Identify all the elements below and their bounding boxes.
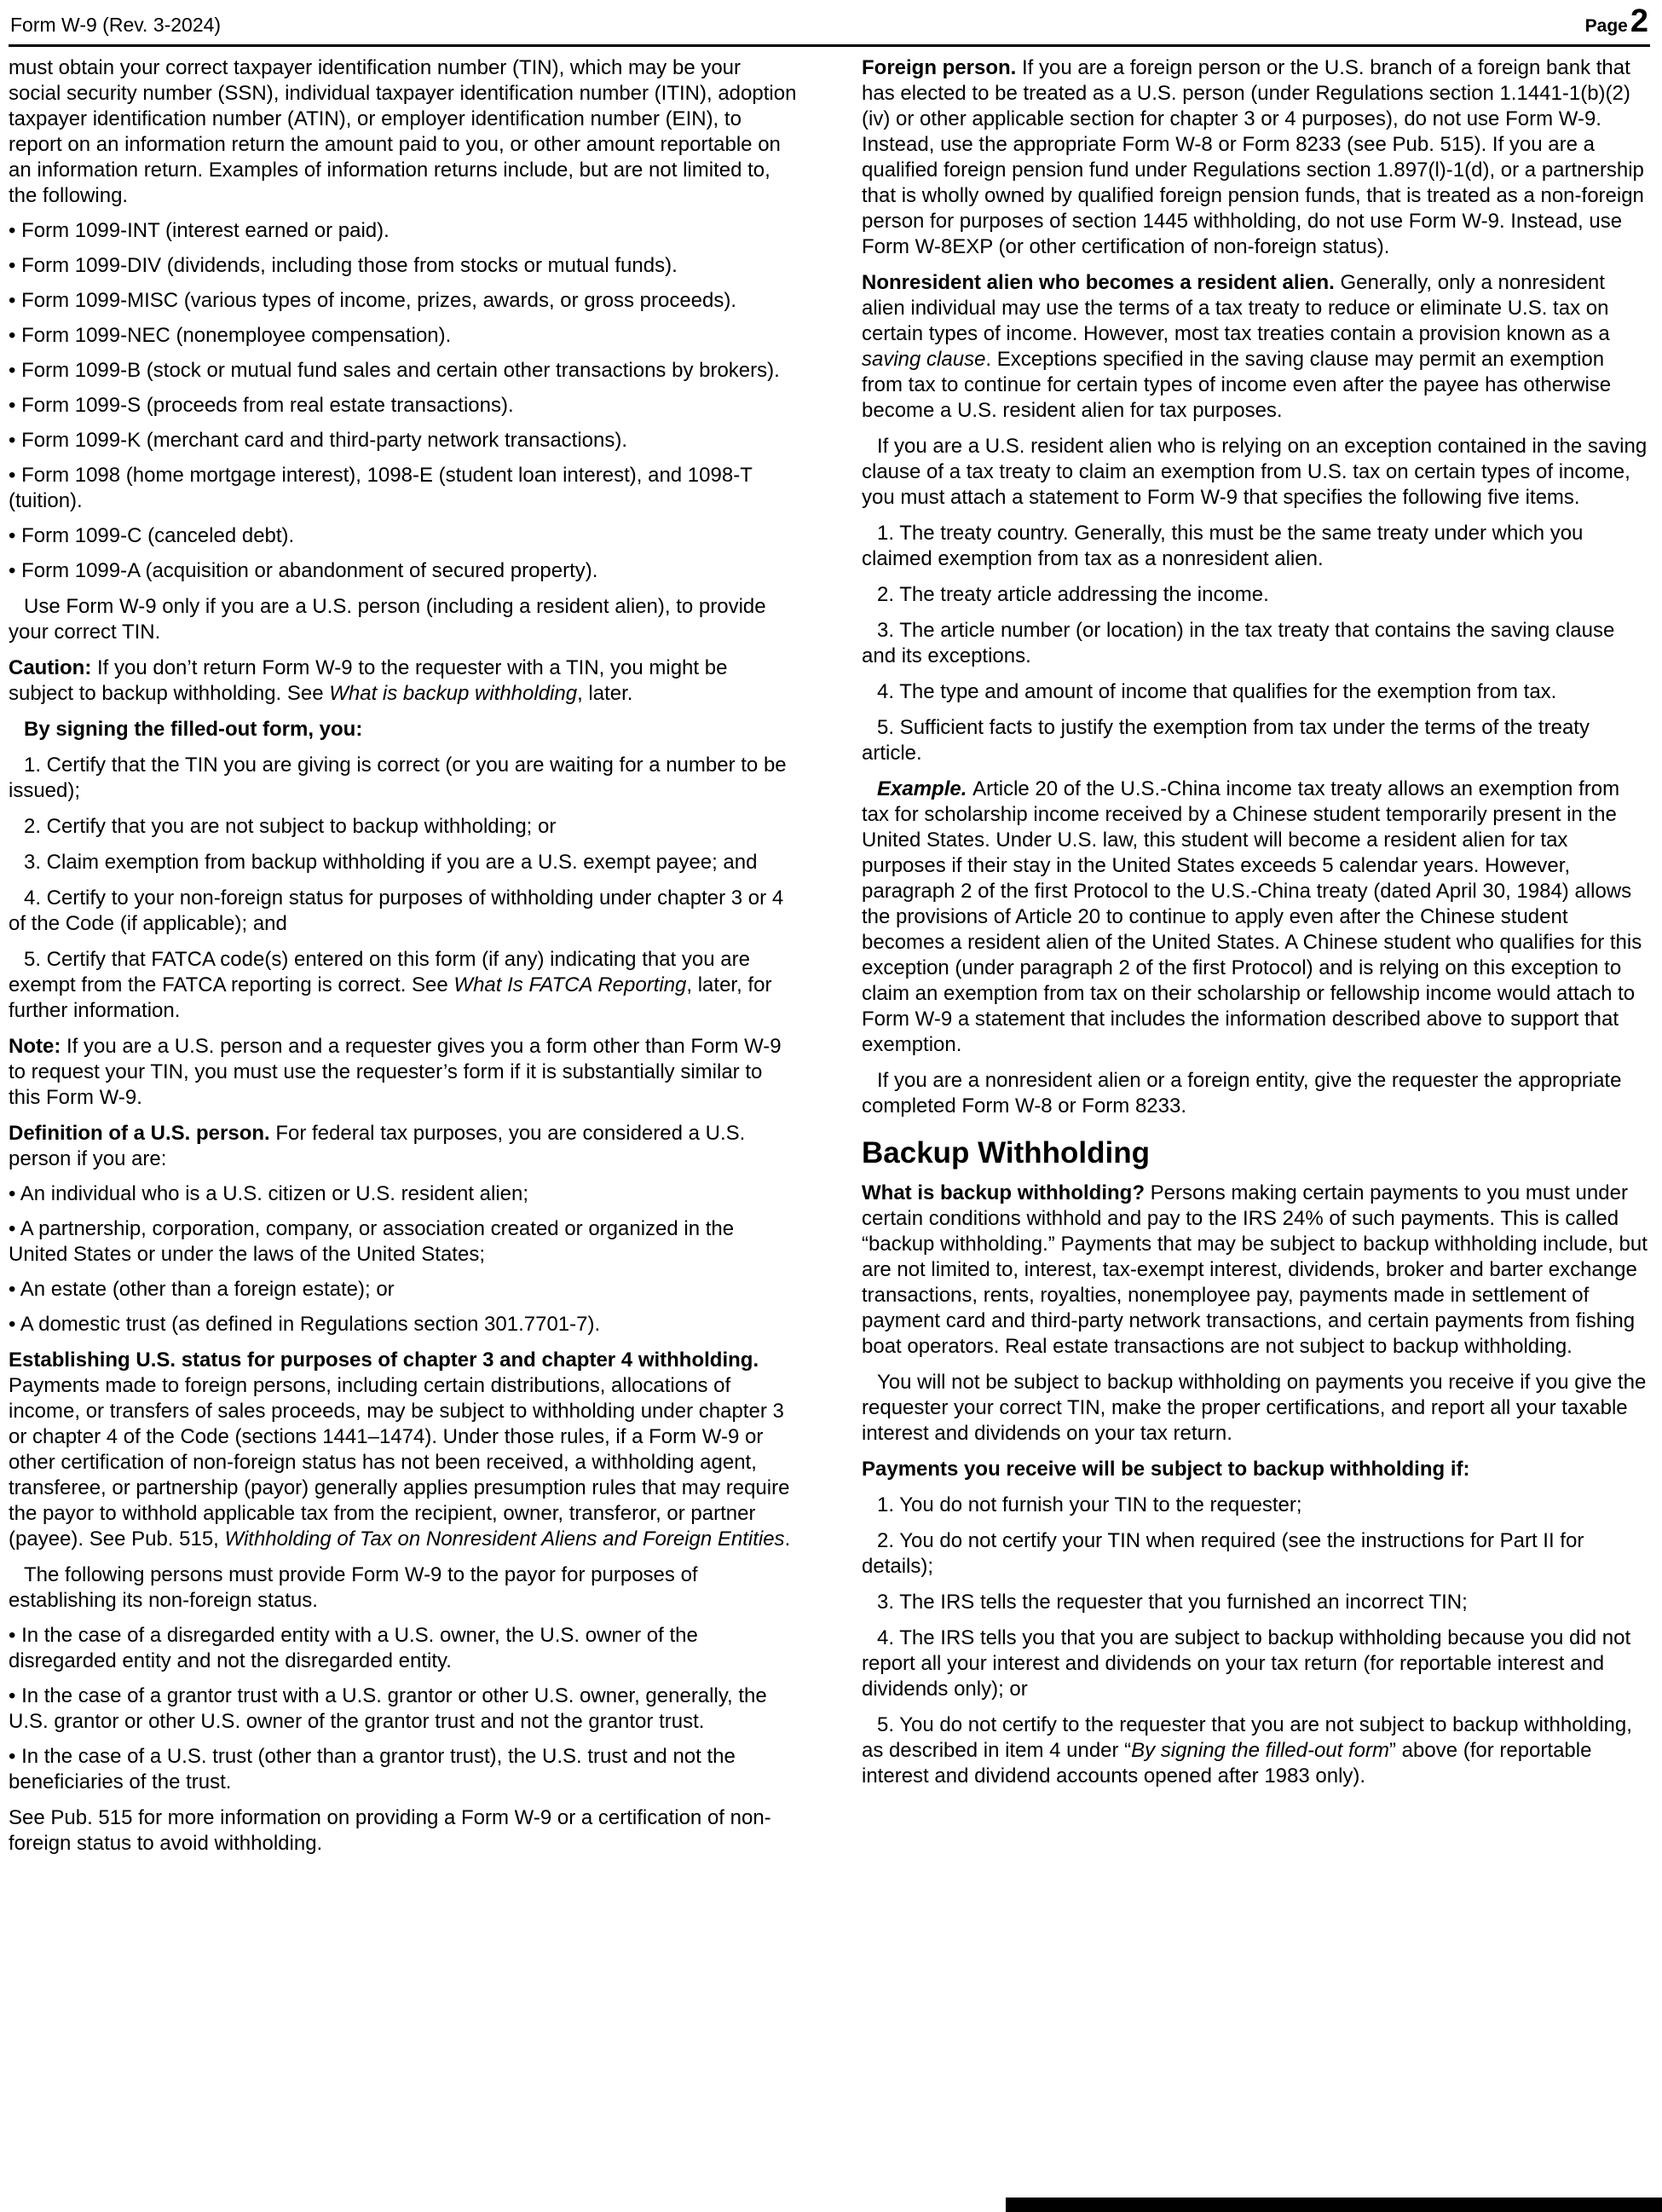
text-run: 3. The article number (or location) in the tax treaty that contains the saving clause and its exceptions.: [862, 619, 1615, 667]
text-run: ” above (for reportable interest and dividend accounts opened after 1983 only).: [862, 1739, 1592, 1788]
text-run: If you don’t return Form W-9 to the requester with a TIN, you might be subject to backup withholding. See: [9, 656, 728, 705]
text-run: Generally, only a nonresident alien individual may use the terms of a tax treaty to reduce or eliminate U.S. tax on certain types of income. However, most tax treaties contain a provision known as a: [862, 271, 1610, 345]
text-run: 4. The IRS tells you that you are subject to backup withholding because you did not report all your interest and dividends on your tax return (for reportable interest and dividends only); or: [862, 1626, 1631, 1701]
text-run: Persons making certain payments to you must under certain conditions withhold and pay to the IRS 24% of such payments. This is called “backup withholding.” Payments that may be subject to backup withholding include, but are not limited to, interest, tax-exempt interest, dividends, broker and barter exchange transactions, rents, royalties, nonemployee pay, payments made in settlement of payment card and third-party network transactions, and certain payments from fishing boat operators. Real estate transactions are not subject to backup withholding.: [862, 1181, 1648, 1358]
bullet-item: [9, 463, 797, 514]
text-run: 2. You do not certify your TIN when required (see the instructions for Part II for details);: [862, 1529, 1584, 1578]
left-column: [9, 55, 797, 1857]
paragraph: [862, 777, 1650, 1058]
bullet-item: [9, 523, 797, 549]
text-run: • Form 1099-DIV (dividends, including those from stocks or mutual funds).: [9, 254, 678, 277]
text-run: What Is FATCA Reporting: [453, 973, 687, 996]
text-run: • In the case of a grantor trust with a U.S. grantor or other U.S. owner, generally, the U.S. grantor or other U.S. owner of the grantor trust and not the grantor trust.: [9, 1684, 767, 1733]
bullet-item: [9, 558, 797, 584]
text-run: 5. Certify that FATCA code(s) entered on this form (if any) indicating that you are exempt from the FATCA reporting is correct. See: [9, 948, 750, 996]
paragraph: [862, 1370, 1650, 1447]
paragraph: [9, 1121, 797, 1172]
numbered-item: [9, 753, 797, 804]
paragraph: [9, 656, 797, 707]
text-run: What is backup withholding?: [862, 1181, 1151, 1204]
paragraph: [9, 717, 797, 742]
text-run: saving clause: [862, 348, 986, 371]
text-run: See Pub. 515 for more information on providing a Form W-9 or a certification of non-foreign status to avoid withholding.: [9, 1806, 771, 1855]
text-run: • Form 1098 (home mortgage interest), 1098-E (student loan interest), and 1098-T (tuition).: [9, 464, 753, 512]
bullet-item: [9, 428, 797, 453]
numbered-item: [862, 618, 1650, 669]
form-revision-label: Form W-9 (Rev. 3-2024): [10, 14, 222, 36]
paragraph: [9, 1348, 797, 1552]
bullet-item: [9, 1277, 797, 1302]
text-run: • Form 1099-K (merchant card and third-party network transactions).: [9, 429, 628, 452]
paragraph: [862, 1068, 1650, 1119]
numbered-item: [9, 947, 797, 1024]
text-run: • Form 1099-INT (interest earned or paid).: [9, 219, 390, 242]
numbered-item: [862, 1626, 1650, 1702]
text-run: must obtain your correct taxpayer identification number (TIN), which may be your social security number (SSN), individual taxpayer identification number (ITIN), adoption taxpayer identification number (ATIN), or employer identification number (EIN), to report on an information return the amount paid to you, or other amount reportable on an information return. Examples of information returns include, but are not limited to, the following.: [9, 56, 797, 207]
text-run: • Form 1099-C (canceled debt).: [9, 524, 295, 547]
paragraph: [9, 1805, 797, 1857]
text-run: You will not be subject to backup withholding on payments you receive if you give the requester your correct TIN, make the proper certifications, and report all your taxable interest and dividends on your tax return.: [862, 1371, 1647, 1445]
text-run: If you are a U.S. person and a requester gives you a form other than Form W-9 to request your TIN, you must use the requester’s form if it is substantially similar to this Form W-9.: [9, 1035, 782, 1109]
numbered-item: [862, 521, 1650, 572]
text-run: Backup Withholding: [862, 1136, 1150, 1170]
numbered-item: [862, 715, 1650, 766]
text-run: For federal tax purposes, you are considered a U.S. person if you are:: [9, 1122, 746, 1170]
bullet-item: [9, 358, 797, 384]
text-run: The following persons must provide Form W-9 to the payor for purposes of establishing its non-foreign status.: [9, 1563, 698, 1612]
text-run: 2. Certify that you are not subject to backup withholding; or: [24, 815, 557, 838]
text-run: • In the case of a disregarded entity with a U.S. owner, the U.S. owner of the disregarded entity and not the disregarded entity.: [9, 1624, 698, 1672]
text-run: Payments made to foreign persons, including certain distributions, allocations of income, or transfers of sales proceeds, may be subject to withholding under chapter 3 or chapter 4 of the Code (sections 1441–1474). Under those rules, if a Form W-9 or other certification of non-foreign status has not been received, a withholding agent, transferee, or partnership (payor) generally applies presumption rules that may require the payor to withhold applicable tax from the recipient, owner, transferor, or partner (payee). See Pub. 515,: [9, 1374, 790, 1551]
text-run: .: [784, 1528, 791, 1551]
text-run: • Form 1099-A (acquisition or abandonment of secured property).: [9, 559, 598, 582]
text-run: 5. Sufficient facts to justify the exemption from tax under the terms of the treaty article.: [862, 716, 1590, 765]
text-run: Caution:: [9, 656, 97, 679]
bullet-item: [9, 1684, 797, 1735]
paragraph: [862, 1457, 1650, 1482]
text-run: • Form 1099-S (proceeds from real estate transactions).: [9, 394, 514, 417]
text-run: , later, for further information.: [9, 973, 772, 1022]
numbered-item: [862, 1493, 1650, 1518]
numbered-item: [9, 886, 797, 937]
bullet-item: [9, 1623, 797, 1674]
numbered-item: [862, 1528, 1650, 1580]
text-run: Nonresident alien who becomes a resident alien.: [862, 271, 1341, 294]
text-run: • Form 1099-MISC (various types of income, prizes, awards, or gross proceeds).: [9, 289, 737, 312]
text-run: • In the case of a U.S. trust (other than a grantor trust), the U.S. trust and not the beneficiaries of the trust.: [9, 1745, 736, 1793]
bullet-item: [9, 393, 797, 419]
text-run: Establishing U.S. status for purposes of chapter 3 and chapter 4 withholding.: [9, 1349, 759, 1372]
text-run: Withholding of Tax on Nonresident Aliens and Foreign Entities: [224, 1528, 785, 1551]
text-run: • A domestic trust (as defined in Regulations section 301.7701-7).: [9, 1313, 601, 1336]
bullet-item: [9, 288, 797, 314]
text-run: 4. Certify to your non-foreign status for purposes of withholding under chapter 3 or 4 of the Code (if applicable); and: [9, 887, 784, 935]
bullet-item: [9, 323, 797, 349]
paragraph: [862, 55, 1650, 260]
text-run: What is backup withholding: [329, 682, 578, 705]
text-run: 5. You do not certify to the requester that you are not subject to backup withholding, as described in item 4 under “: [862, 1713, 1632, 1762]
text-run: If you are a nonresident alien or a foreign entity, give the requester the appropriate completed Form W-8 or Form 8233.: [862, 1069, 1622, 1118]
text-run: , later.: [577, 682, 633, 705]
bullet-item: [9, 1744, 797, 1795]
text-run: Foreign person.: [862, 56, 1023, 79]
paragraph: [9, 1562, 797, 1614]
text-run: 1. Certify that the TIN you are giving is correct (or you are waiting for a number to be issued);: [9, 754, 787, 802]
text-run: 1. You do not furnish your TIN to the requester;: [877, 1493, 1302, 1516]
text-run: 2. The treaty article addressing the income.: [877, 583, 1269, 606]
paragraph: [9, 55, 797, 209]
text-run: 4. The type and amount of income that qualifies for the exemption from tax.: [877, 680, 1557, 703]
text-run: • Form 1099-NEC (nonemployee compensation).: [9, 324, 452, 347]
text-run: Payments you receive will be subject to backup withholding if:: [862, 1458, 1470, 1481]
paragraph: [862, 1181, 1650, 1360]
bottom-black-bar: [1006, 2198, 1662, 2212]
text-run: Article 20 of the U.S.-China income tax treaty allows an exemption from tax for scholarship income received by a Chinese student temporarily present in the United States. Under U.S. law, this student will become a resident alien for tax purposes if their stay in the United States exceeds 5 calendar years. However, paragraph 2 of the first Protocol to the U.S.-China treaty (dated April 30, 1984) allows the provisions of Article 20 to continue to apply even after the Chinese student becomes a resident alien of the United States. A Chinese student who qualifies for this exception (under paragraph 2 of the first Protocol) and is relying on this exception to claim an exemption from tax on their scholarship or fellowship income would attach to Form W-9 a statement that includes the information described above to support that exemption.: [862, 777, 1642, 1056]
text-run: If you are a U.S. resident alien who is relying on an exception contained in the saving clause of a tax treaty to claim an exemption from U.S. tax on certain types of income, you must attach a statement to Form W-9 that specifies the following five items.: [862, 435, 1648, 509]
page-header: [9, 3, 1650, 47]
text-run: By signing the filled-out form, you:: [24, 718, 363, 741]
text-run: • An estate (other than a foreign estate); or: [9, 1278, 395, 1301]
text-run: Use Form W-9 only if you are a U.S. person (including a resident alien), to provide your correct TIN.: [9, 595, 766, 644]
text-run: 3. The IRS tells the requester that you furnished an incorrect TIN;: [877, 1591, 1468, 1614]
text-run: 3. Claim exemption from backup withholding if you are a U.S. exempt payee; and: [24, 851, 758, 874]
paragraph: [9, 594, 797, 645]
numbered-item: [862, 1712, 1650, 1789]
right-column: [862, 55, 1650, 1857]
text-run: By signing the filled-out form: [1131, 1739, 1389, 1762]
bullet-item: [9, 218, 797, 244]
text-run: If you are a foreign person or the U.S. branch of a foreign bank that has elected to be treated as a U.S. person (under Regulations section 1.1441-1(b)(2)(iv) or other applicable section for chapter 3 or 4 purposes), do not use Form W-9. Instead, use the appropriate Form W-8 or Form 8233 (see Pub. 515). If you are a qualified foreign pension fund under Regulations section 1.897(l)-1(d), or a partnership that is wholly owned by qualified foreign pension funds, that is treated as a non-foreign person for purposes of section 1445 withholding, do not use Form W-9. Instead, use Form W-8EXP (or other certification of non-foreign status).: [862, 56, 1644, 258]
text-run: • An individual who is a U.S. citizen or U.S. resident alien;: [9, 1182, 529, 1205]
numbered-item: [862, 1590, 1650, 1615]
text-run: Definition of a U.S. person.: [9, 1122, 276, 1145]
paragraph: [862, 270, 1650, 424]
bullet-item: [9, 253, 797, 279]
numbered-item: [862, 679, 1650, 705]
numbered-item: [862, 582, 1650, 608]
text-run: Note:: [9, 1035, 66, 1058]
text-run: . Exceptions specified in the saving clause may permit an exemption from tax to continue for certain types of income even after the payee has otherwise become a U.S. resident alien for tax purposes.: [862, 348, 1612, 422]
two-column-body: [9, 47, 1650, 1857]
bullet-item: [9, 1181, 797, 1207]
bullet-item: [9, 1216, 797, 1268]
text-run: • Form 1099-B (stock or mutual fund sales and certain other transactions by brokers).: [9, 359, 780, 382]
page-indicator: [1584, 3, 1648, 39]
bullet-item: [9, 1312, 797, 1337]
paragraph: [9, 1034, 797, 1111]
text-run: • A partnership, corporation, company, or association created or organized in the United States or under the laws of the United States;: [9, 1217, 735, 1266]
section-heading: [862, 1136, 1650, 1170]
numbered-item: [9, 850, 797, 875]
page-label: Page: [1584, 16, 1628, 36]
page-number: 2: [1630, 3, 1648, 39]
numbered-item: [9, 814, 797, 840]
paragraph: [862, 434, 1650, 511]
text-run: 1. The treaty country. Generally, this must be the same treaty under which you claimed exemption from tax as a nonresident alien.: [862, 522, 1584, 570]
text-run: Example.: [877, 777, 973, 800]
